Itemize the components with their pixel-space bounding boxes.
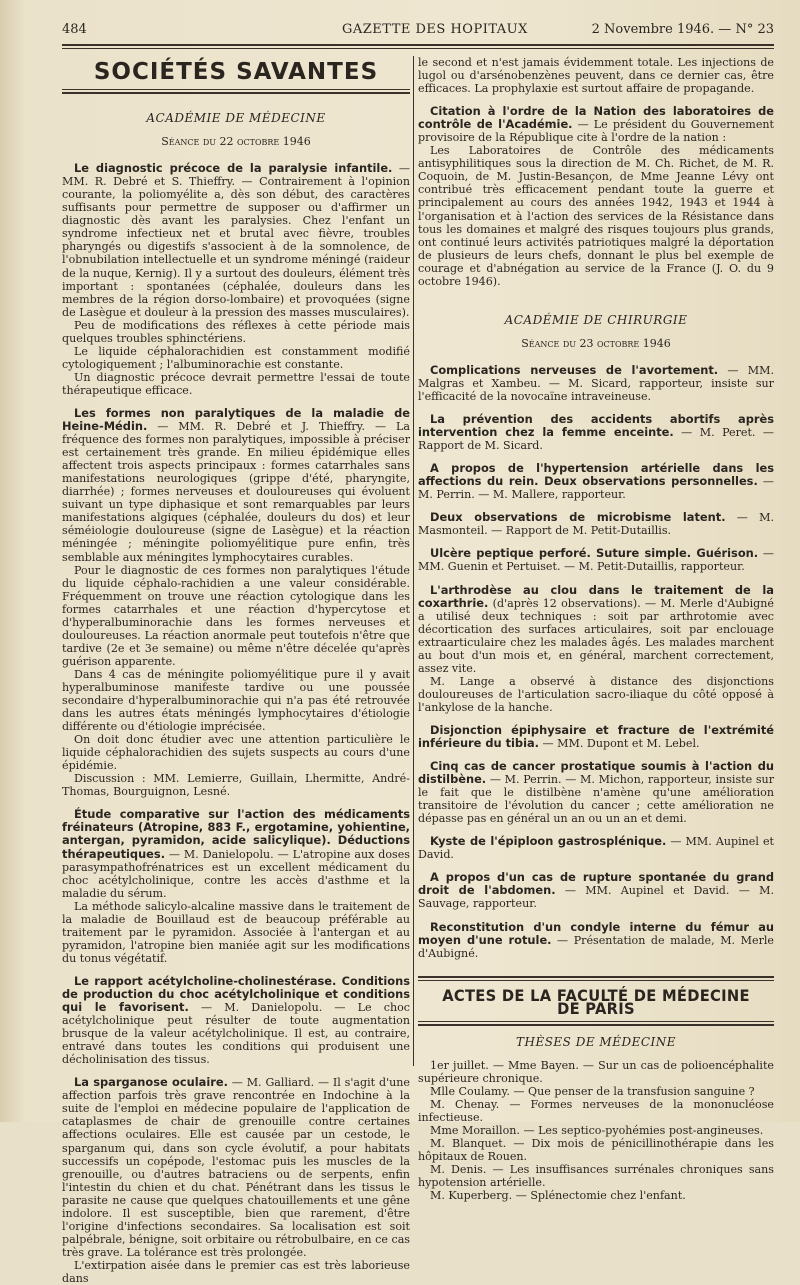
article-heading: La prévention des accidents abortifs après intervention chez la femme enceinte. bbox=[418, 412, 774, 440]
article-text: (d'après 12 observations). — M. Merle d'Aubigné a utilisé deux techniques : soit par arthrotomie avec décortication des surfaces articulaires, soit par enclouage extraarticulaire chez les malades âgés. Les malades marchent au bout d'un mois et, en général, marchent correctement, assez vite. bbox=[418, 596, 774, 675]
article-text: — M. Galliard. — Il s'agit d'une affection parfois très grave rencontrée en Indochine à la suite de l'emploi en médecine populaire de l'application de cataplasmes de chair de grenouille contre certaines affections oculaires. Elle est causée par un cestode, le sparganum qui, dans son cycle évolutif, a pour habitats successifs un copépode, l'estomac puis les muscles de la grenouille, ou d'autres batraciens ou de serpents, enfin l'intestin du chien et du chat. Pénétrant dans les tissus le parasite ne cause que quelques chatouillements et une gêne indolore. Il est susceptible, bien que rarement, d'être l'origine d'infections secondaires. Sa localisation est soit palpébrale, bénigne, soit orbitaire ou rétrobulbaire, en ce cas très grave. La tolérance est très prolongée. bbox=[62, 1076, 411, 1259]
article-text: — MM. Aupinel et David. — M. Sauvage, rapporteur. bbox=[418, 884, 774, 911]
article-paragraph: Dans 4 cas de méningite poliomyélitique pure il y avait hyperalbuminose manifeste tardive ou une poussée secondaire d'hyperalbuminorachie qui n'a pas été retrouvée dans les autres états méningés lymphocytaires d'étiologie différente ou d'étiologie imprécisée. bbox=[62, 667, 410, 734]
article-heading: Le diagnostic précoce de la paralysie infantile. bbox=[74, 161, 393, 176]
article-text: — M. Danielopolu. — Le choc acétylcholinique peut résulter de toute augmentation brusque de la valeur acétylcholinique. Il est, au contraire, entravé dans toutes les conditions qui produisent une décholinisation des tissus. bbox=[62, 1001, 410, 1067]
article bbox=[418, 547, 774, 573]
article-text: — MM. Guenin et Pertuiset. — M. Petit-Dutaillis, rapporteur. bbox=[418, 547, 775, 574]
article-heading: Étude comparative sur l'action des médicaments fréinateurs (Atropine, 883 F., ergotamine, yohientine, antergan, pyramidon, acide salicylique). Déductions thérapeutiques. bbox=[62, 807, 410, 861]
left-column bbox=[62, 56, 410, 1285]
article bbox=[62, 1076, 410, 1285]
article-text: — Présentation de malade, M. Merle d'Aubigné. bbox=[418, 933, 774, 960]
article-heading: Les formes non paralytiques de la maladie de Heine-Médin. bbox=[62, 405, 410, 434]
seance-date: Séance du 23 octobre 1946 bbox=[521, 336, 671, 350]
article bbox=[418, 724, 774, 750]
thesis-entry: Mlle Coulamy. — Que penser de la transfusion sanguine ? bbox=[430, 1084, 755, 1098]
academy-title: ACADÉMIE DE MÉDECINE bbox=[146, 111, 326, 126]
thesis-entry: Mme Moraillon. — Les septico-pyohémies post-angineuses. bbox=[430, 1124, 764, 1138]
banner-rule bbox=[62, 89, 410, 94]
column-divider bbox=[413, 56, 414, 1066]
article bbox=[418, 105, 774, 288]
page-number: 484 bbox=[62, 22, 87, 37]
thesis-entry: 1er juillet. — Mme Bayen. — Sur un cas de polioencéphalite supérieure chronique. bbox=[418, 1058, 774, 1085]
right-column bbox=[418, 56, 774, 1202]
article-paragraph: Discussion : MM. Lemierre, Guillain, Lhermitte, André-Thomas, Bourguignon, Lesné. bbox=[62, 772, 410, 799]
article bbox=[62, 808, 410, 965]
faculte-banner: ACTES DE LA FACULTÉ DE MÉDECINE DE PARIS bbox=[442, 985, 750, 1018]
article bbox=[418, 921, 774, 960]
article-paragraph: Peu de modifications des réflexes à cette période mais quelques troubles sphinctériens. bbox=[62, 318, 410, 345]
seance-date: Séance du 22 octobre 1946 bbox=[161, 135, 311, 149]
article-heading: Disjonction épiphysaire et fracture de l'extrémité inférieure du tibia. bbox=[418, 722, 774, 751]
article-heading: Deux observations de microbisme latent. bbox=[430, 510, 726, 525]
article bbox=[62, 162, 410, 397]
article-heading: Le rapport acétylcholine-cholinestérase. Conditions de production du choc acétylcholinique et conditions qui le favorisent. bbox=[62, 973, 410, 1015]
article-text: — M. Perrin. — M. Mallere, rapporteur. bbox=[418, 475, 774, 502]
article-heading: A propos d'un cas de rupture spontanée du grand droit de l'abdomen. bbox=[418, 870, 774, 898]
article-paragraph: Un diagnostic précoce devrait permettre l'essai de toute thérapeutique efficace. bbox=[62, 370, 410, 397]
article-paragraph: Les Laboratoires de Contrôle des médicaments antisyphilitiques sous la direction de M. Ch. Richet, de M. R. Coquoin, de M. Justin-Besançon, de Mme Jeanne Lévy ont contribué très efficacement pendant toute la guerre et principalement au cours des années 1942, 1943 et 1944 à l'organisation et à l'action des services de la Résistance dans tous les domaines et malgré des risques toujours plus grands, ont continué leurs activités patriotiques malgré la déportation de plusieurs de leurs chefs, donnant le plus bel exemple de courage et d'abnégation au service de la France (J. O. du 9 octobre 1946). bbox=[418, 144, 774, 288]
article-text: — M. Peret. — Rapport de M. Sicard. bbox=[418, 426, 775, 453]
article bbox=[62, 407, 410, 798]
article-paragraph: La méthode salicylo-alcaline massive dans le traitement de la maladie de Bouillaud est de beaucoup préférable au traitement par le pyramidon. Associée à l'antergan et au pyramidon, l'atropine bien maniée agit sur les modifications du tonus végétatif. bbox=[62, 899, 410, 965]
article-heading: Kyste de l'épiploon gastrosplénique. bbox=[430, 834, 667, 849]
article bbox=[418, 364, 774, 403]
academy-title: ACADÉMIE DE CHIRURGIE bbox=[504, 312, 688, 327]
issue-date: 2 Novembre 1946. — N° 23 bbox=[591, 22, 774, 37]
article bbox=[418, 871, 774, 910]
faculte-rule-bottom bbox=[418, 1021, 774, 1026]
header-rule bbox=[62, 44, 774, 49]
article bbox=[418, 462, 774, 501]
thesis-entry: M. Denis. — Les insuffisances surrénales chroniques sans hypotension artérielle. bbox=[418, 1163, 774, 1190]
thesis-entry: M. Kuperberg. — Splénectomie chez l'enfant. bbox=[430, 1189, 686, 1203]
article-heading: Complications nerveuses de l'avortement. bbox=[430, 362, 719, 377]
thesis-entry: M. Chenay. — Formes nerveuses de la mononucléose infectieuse. bbox=[418, 1097, 774, 1124]
article-text: — MM. R. Debré et S. Thieffry. — Contrairement à l'opinion courante, la poliomyélite a, dès son début, des caractères suffisants pour permettre de supposer ou d'affirmer un diagnostic dès avant les paralysies. Chez l'enfant un syndrome infectieux net et brutal avec fièvre, troubles pharyngés ou digestifs s'associent à de la somnolence, de l'obnubilation intellectuelle et un syndrome méningé (raideur de la nuque, Kernig). Il y a surtout des douleurs, élément très important : spontanées (céphalée, douleurs dans les membres de la région dorso-lombaire) et provoquées (signe de Lasègue et douleur à la pression des masses musculaires). bbox=[62, 162, 410, 319]
article-paragraph: On doit donc étudier avec une attention particulière le liquide céphalorachidien des sujets suspects au cours d'une épidémie. bbox=[62, 733, 410, 773]
article bbox=[418, 511, 774, 537]
article-paragraph: Pour le diagnostic de ces formes non paralytiques l'étude du liquide céphalo-rachidien a une valeur considérable. Fréquemment on trouve une réaction cytologique dans les formes catarrhales et une réaction d'hypercytose et d'hyperalbuminorachie dans les formes nerveuses et douloureuses. La réaction anormale peut toutefois n'être que tardive (2e et 3e semaine) ou même n'être décelée qu'après guérison apparente. bbox=[62, 563, 410, 668]
article-text: — MM. Malgras et Xambeu. — M. Sicard, rapporteur, insiste sur l'efficacité de la novocaïne intraveineuse. bbox=[418, 363, 774, 403]
article bbox=[62, 975, 410, 1066]
article-heading: Cinq cas de cancer prostatique soumis à l'action du distilbène. bbox=[418, 759, 774, 787]
article bbox=[418, 835, 774, 861]
article-paragraph: Le liquide céphalorachidien est constamment modifié cytologiquement ; l'albuminorachie est constante. bbox=[62, 344, 410, 371]
article-text: — Le président du Gouvernement provisoire de la République cite à l'ordre de la nation : bbox=[418, 118, 774, 145]
section-banner: SOCIÉTÉS SAVANTES bbox=[93, 59, 379, 85]
article-heading: A propos de l'hypertension artérielle dans les affections du rein. Deux observations personnelles. bbox=[418, 461, 774, 489]
article-text: — M. Danielopolu. — L'atropine aux doses parasympathofrénatrices est un excellent médicament du choc acétylcholinique, contre les accès d'asthme et la maladie du sérum. bbox=[62, 847, 410, 900]
article-text: — M. Masmonteil. — Rapport de M. Petit-Dutaillis. bbox=[418, 511, 774, 538]
article-heading: Citation à l'ordre de la Nation des laboratoires de contrôle de l'Académie. bbox=[418, 104, 774, 132]
article-text: — MM. Dupont et M. Lebel. bbox=[539, 737, 700, 751]
article-heading: L'arthrodèse au clou dans le traitement de la coxarthrie. bbox=[418, 582, 774, 610]
thesis-entry: M. Blanquet. — Dix mois de pénicillinothérapie dans les hôpitaux de Rouen. bbox=[418, 1137, 774, 1164]
article-text: — MM. Aupinel et David. bbox=[418, 835, 774, 862]
journal-title: GAZETTE DES HOPITAUX bbox=[342, 22, 528, 37]
article-text: — MM. R. Debré et J. Thieffry. — La fréquence des formes non paralytiques, impossible à préciser est certainement très grande. En milieu épidémique elles affectent trois aspects principaux : formes catarrhales sans manifestations neurologiques (grippe d'été, pharyngite, diarrhée) ; formes nerveuses et douloureuses qui évoluent suivant un type diphasique et sont remarquables par leurs manifestations algiques (céphalée, douleurs du dos) et leur séméiologie douloureuse (signe de Lasègue) et la réaction méningée ; méningite poliomyélitique pure enfin, très semblable aux méningites lymphocytaires curables. bbox=[62, 420, 410, 564]
article bbox=[418, 413, 774, 452]
article-heading: La sparganose oculaire. bbox=[74, 1075, 228, 1090]
theses-title: THÈSES DE MÉDECINE bbox=[515, 1034, 677, 1049]
article-heading: Reconstitution d'un condyle interne du fémur au moyen d'une rotule. bbox=[418, 919, 774, 947]
page-header bbox=[62, 22, 774, 40]
article bbox=[418, 584, 774, 714]
article-text: — M. Perrin. — M. Michon, rapporteur, insiste sur le fait que le distilbène n'amène qu'une amélioration transitoire de l'évolution du cancer ; cette amélioration ne dépasse pas en général un an ou un an et demi. bbox=[418, 773, 774, 826]
article-paragraph: L'extirpation aisée dans le premier cas est très laborieuse dans bbox=[62, 1258, 410, 1285]
article-paragraph: M. Lange a observé à distance des disjonctions douloureuses de l'articulation sacro-iliaque du côté opposé à l'ankylose de la hanche. bbox=[418, 674, 774, 714]
article bbox=[418, 760, 774, 825]
article-continuation: le second et n'est jamais évidemment totale. Les injections de lugol ou d'arsénobenzènes peuvent, dans ce dernier cas, être efficaces. La prophylaxie est surtout affaire de propagande. bbox=[418, 56, 774, 96]
article-heading: Ulcère peptique perforé. Suture simple. Guérison. bbox=[430, 546, 759, 561]
